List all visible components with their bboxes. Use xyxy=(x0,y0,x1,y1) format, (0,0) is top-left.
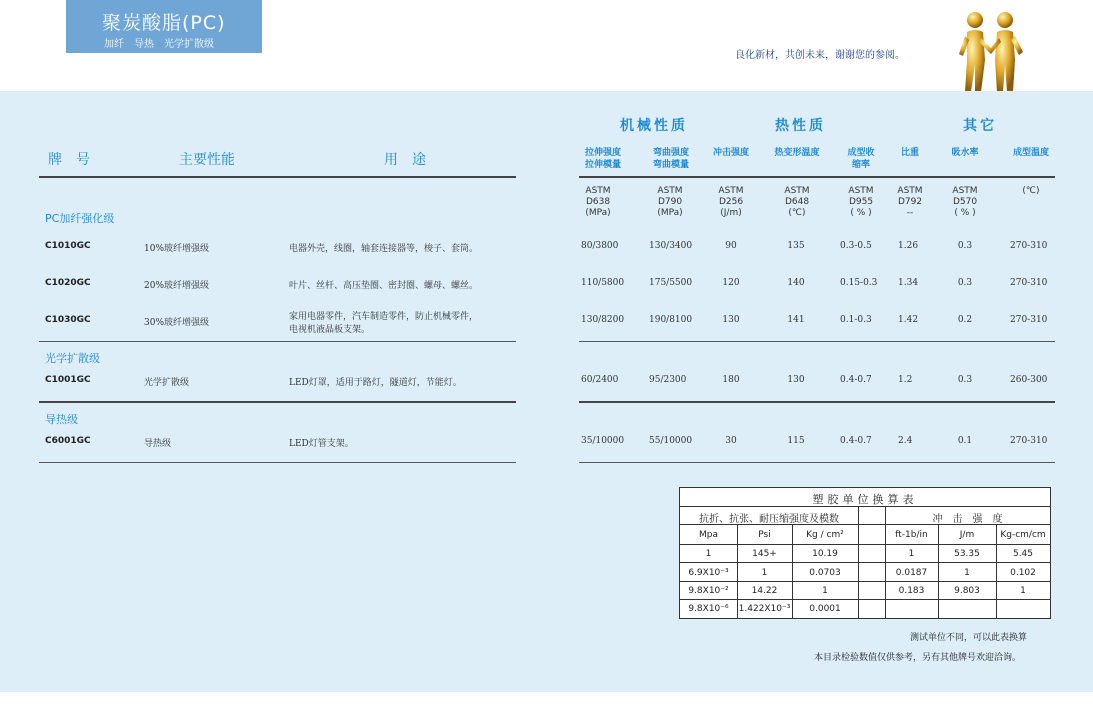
conversion-title: 塑胶单位换算表 xyxy=(812,493,918,506)
col-impact: 冲击强度 xyxy=(712,148,749,158)
value-tensile: 60/2400 xyxy=(581,375,619,385)
conversion-cell: 9.803 xyxy=(954,586,980,596)
value-density: 1.34 xyxy=(898,278,919,288)
value-tensile: 130/8200 xyxy=(581,315,625,325)
col-hdt: 热变形温度 xyxy=(774,148,820,158)
std-density: ASTM D792 -- xyxy=(897,186,923,218)
product-usage: 家用电器零件，汽车制造零件，防止机械零件， 电视机液晶板支架。 xyxy=(289,312,479,335)
value-water: 0.3 xyxy=(957,278,973,288)
std-flexural: ASTM D790 (MPa) xyxy=(657,186,683,218)
product-usage: 电器外壳，线圈，轴套连接器等，梭子、套筒。 xyxy=(289,244,479,254)
footnote-conversion: 测试单位不同，可以此表换算 xyxy=(910,633,1028,643)
footnote-disclaimer: 本目录检验数值仅供参考，另有其他牌号欢迎洽询。 xyxy=(814,653,1022,663)
unit-conversion-table xyxy=(679,487,1051,619)
product-performance: 导热级 xyxy=(144,439,172,449)
value-density: 1.2 xyxy=(898,375,913,385)
category-optical: 光学扩散级 xyxy=(45,352,100,365)
row-divider xyxy=(39,341,516,342)
header-rule-left xyxy=(39,176,516,178)
page-title: 聚炭酸脂(PC) xyxy=(102,12,226,34)
value-flexural: 55/10000 xyxy=(649,436,693,446)
col-moldtemp: 成型温度 xyxy=(1012,148,1049,158)
std-moldtemp: (℃) xyxy=(1022,186,1040,196)
table-grid-line xyxy=(885,562,1050,563)
conversion-cell: 0.0187 xyxy=(895,568,928,578)
value-impact: 120 xyxy=(722,278,740,288)
table-grid-line xyxy=(885,599,1050,600)
value-moldtemp: 270-310 xyxy=(1010,241,1048,251)
value-hdt: 140 xyxy=(787,278,805,288)
conversion-right-heading: 冲 击 强 度 xyxy=(932,514,1003,525)
category-thermal: 导热级 xyxy=(45,413,78,426)
col-flexural: 弯曲强度 弯曲模量 xyxy=(652,148,689,170)
col-performance: 主要性能 xyxy=(179,152,235,168)
conversion-cell: 0.102 xyxy=(1010,568,1036,578)
value-impact: 90 xyxy=(725,241,737,251)
conversion-cell: 1 xyxy=(1020,586,1026,596)
value-moldtemp: 270-310 xyxy=(1010,278,1048,288)
conversion-cell: 145+ xyxy=(752,549,777,559)
value-tensile: 35/10000 xyxy=(581,436,625,446)
value-hdt: 115 xyxy=(787,436,805,446)
value-moldtemp: 260-300 xyxy=(1010,375,1048,385)
value-tensile: 110/5800 xyxy=(581,278,625,288)
value-density: 1.42 xyxy=(898,315,919,325)
row-divider xyxy=(579,462,1055,463)
product-performance: 光学扩散级 xyxy=(144,378,190,388)
value-water: 0.1 xyxy=(957,436,973,446)
conversion-cell: 1 xyxy=(705,549,712,559)
value-hdt: 135 xyxy=(787,241,805,251)
value-moldtemp: 270-310 xyxy=(1010,315,1048,325)
row-divider xyxy=(39,401,516,403)
conversion-cell: 6.9X10⁻³ xyxy=(688,568,729,578)
table-grid-line xyxy=(680,581,885,582)
value-moldtemp: 270-310 xyxy=(1010,436,1048,446)
value-impact: 180 xyxy=(722,375,740,385)
table-grid-line xyxy=(885,581,1050,582)
handshake-figures-icon xyxy=(955,8,1027,94)
conversion-cell: 0.0001 xyxy=(809,604,841,614)
value-hdt: 141 xyxy=(787,315,805,325)
conversion-cell: 53.35 xyxy=(954,549,980,559)
conversion-cell: 14.22 xyxy=(751,586,778,596)
header-rule-right xyxy=(579,176,1055,178)
conversion-cell: 0.0703 xyxy=(809,568,841,578)
value-flexural: 130/3400 xyxy=(649,241,693,251)
col-grade: 牌 号 xyxy=(48,152,90,168)
row-divider xyxy=(579,341,1055,342)
conversion-left-heading: 抗折、抗张、耐压缩强度及模数 xyxy=(699,514,839,525)
slogan: 良化新材，共创未来，谢谢您的参阅。 xyxy=(735,50,905,61)
value-flexural: 95/2300 xyxy=(649,375,687,385)
product-code: C1010GC xyxy=(45,241,91,251)
value-impact: 130 xyxy=(722,315,740,325)
table-grid-line xyxy=(680,544,885,545)
value-shrink: 0.1-0.3 xyxy=(840,315,872,325)
value-flexural: 175/5500 xyxy=(649,278,693,288)
product-code: C1001GC xyxy=(45,375,91,385)
conversion-col-header: Mpa xyxy=(699,530,718,540)
conversion-cell: 0.183 xyxy=(898,586,925,596)
col-tensile: 拉伸强度 拉伸模量 xyxy=(584,148,621,170)
value-density: 1.26 xyxy=(898,241,919,251)
product-code: C1020GC xyxy=(45,278,91,288)
section-thermal: 热性质 xyxy=(775,118,826,134)
value-density: 2.4 xyxy=(898,436,913,446)
product-usage: LED灯管支架。 xyxy=(289,439,354,449)
std-water: ASTM D570 ( % ) xyxy=(952,186,978,218)
title-banner xyxy=(66,0,262,53)
std-tensile: ASTM D638 (MPa) xyxy=(585,186,611,218)
std-impact: ASTM D256 (J/m) xyxy=(718,186,744,218)
col-density: 比重 xyxy=(900,148,919,158)
table-grid-line xyxy=(858,506,859,618)
conversion-cell: 1 xyxy=(761,568,768,578)
product-performance: 30%玻纤增强级 xyxy=(144,318,210,328)
col-usage: 用 途 xyxy=(384,152,426,168)
conversion-col-header: Psi xyxy=(758,530,771,540)
table-grid-line xyxy=(885,544,1050,545)
value-hdt: 130 xyxy=(787,375,805,385)
product-usage: 叶片、丝杆、高压垫圈、密封圈、螺母、螺丝。 xyxy=(289,281,479,291)
product-performance: 10%玻纤增强级 xyxy=(144,244,210,254)
conversion-col-header: Kg / cm² xyxy=(806,530,844,540)
value-water: 0.3 xyxy=(957,375,973,385)
product-code: C6001GC xyxy=(45,436,91,446)
value-impact: 30 xyxy=(725,436,737,446)
conversion-col-header: ft-1b/in xyxy=(895,530,928,540)
table-grid-line xyxy=(680,562,885,563)
conversion-cell: 1 xyxy=(822,586,828,596)
conversion-col-header: Kg-cm/cm xyxy=(1000,530,1046,540)
value-flexural: 190/8100 xyxy=(649,315,693,325)
col-water: 吸水率 xyxy=(951,148,979,158)
conversion-cell: 1 xyxy=(908,549,915,559)
value-shrink: 0.4-0.7 xyxy=(840,436,872,446)
value-tensile: 80/3800 xyxy=(581,241,619,251)
value-water: 0.2 xyxy=(957,315,973,325)
value-shrink: 0.15-0.3 xyxy=(840,278,878,288)
page-subtitle: 加纤 导热 光学扩散级 xyxy=(104,39,214,50)
col-shrink: 成型收 缩率 xyxy=(847,148,875,170)
conversion-cell: 9.8X10⁻² xyxy=(688,586,729,596)
table-grid-line xyxy=(680,599,885,600)
value-shrink: 0.4-0.7 xyxy=(840,375,872,385)
product-usage: LED灯罩，适用于路灯，隧道灯，节能灯。 xyxy=(289,378,462,388)
value-shrink: 0.3-0.5 xyxy=(840,241,872,251)
conversion-cell: 5.45 xyxy=(1012,549,1034,559)
conversion-col-header: J/m xyxy=(959,530,975,540)
conversion-cell: 9.8X10⁻⁶ xyxy=(688,604,729,614)
section-other: 其它 xyxy=(963,118,997,134)
row-divider xyxy=(579,401,1055,403)
section-mechanical: 机械性质 xyxy=(620,118,688,134)
conversion-cell: 10.19 xyxy=(812,549,838,559)
value-water: 0.3 xyxy=(957,241,973,251)
category-glass-fiber: PC加纤强化级 xyxy=(45,212,115,225)
product-code: C1030GC xyxy=(45,315,91,325)
row-divider xyxy=(39,462,516,463)
std-hdt: ASTM D648 (℃) xyxy=(784,186,810,218)
std-shrink: ASTM D955 ( % ) xyxy=(848,186,874,218)
conversion-cell: 1 xyxy=(964,568,970,578)
product-performance: 20%玻纤增强级 xyxy=(144,281,210,291)
conversion-cell: 1.422X10⁻³ xyxy=(738,604,791,614)
